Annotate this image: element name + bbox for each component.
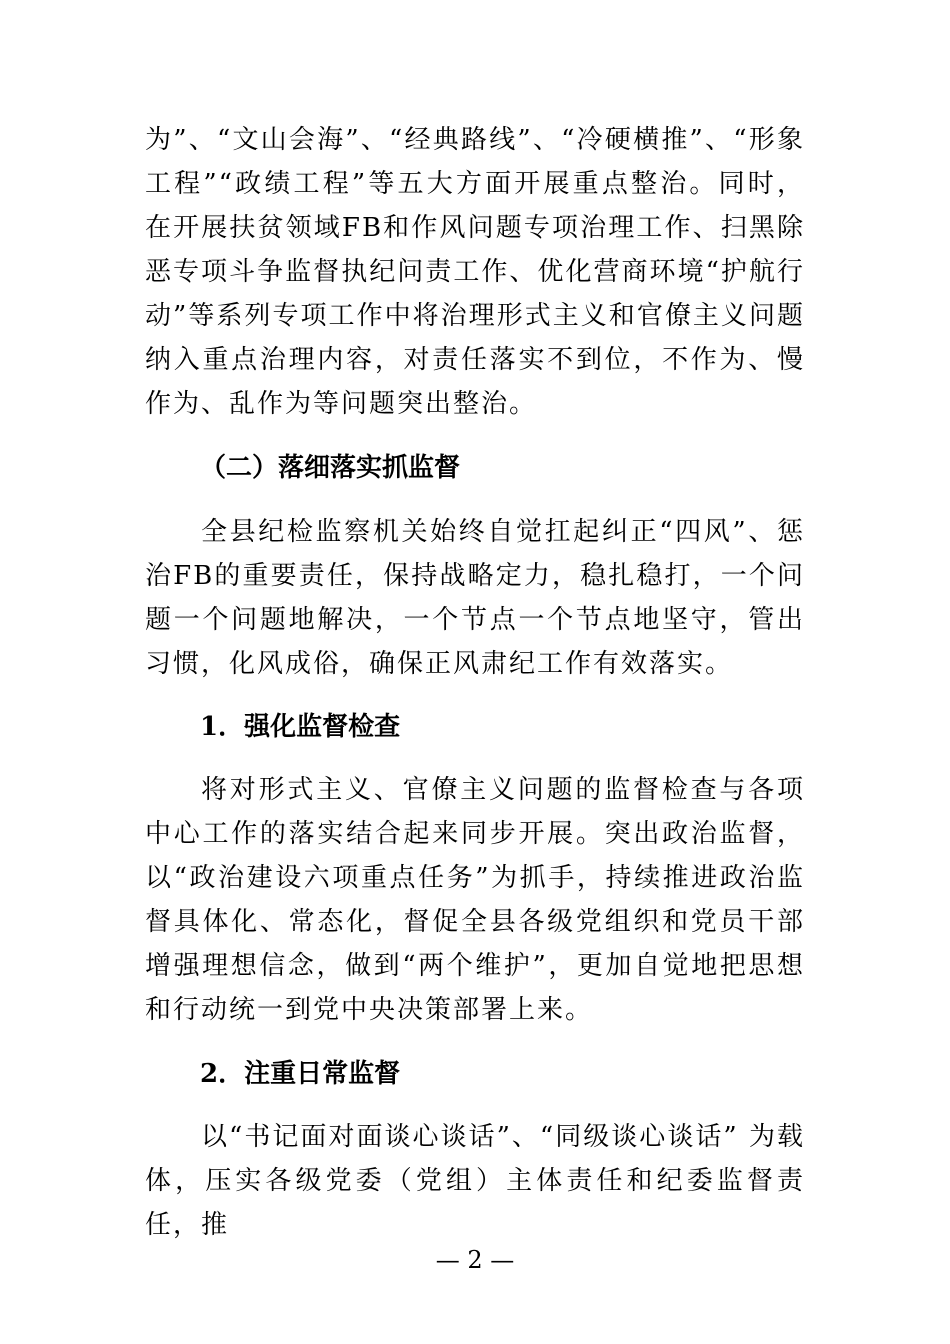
subsection-heading-2: 2．注重日常监督 xyxy=(200,1059,401,1089)
paragraph-supervision: 全县纪检监察机关始终自觉扛起纠正“四风”、惩治FB的重要责任，保持战略定力，稳扎稳打，一个问题一个问题地解决，一个节点一个节点地坚守，管出习惯，化风成俗，确保正风肃纪工作有效落实。 xyxy=(145,517,805,679)
paragraph-intro-continued: 为”、“文山会海”、“经典路线”、“冷硬横推”、“形象工程”“政绩工程”等五大方面开展重点整治。同时，在开展扶贫领域FB和作风问题专项治理工作、扫黑除恶专项斗争监督执纪问责工作、优化营商环境“护航行动”等系列专项工作中将治理形式主义和官僚主义问题纳入重点治理内容，对责任落实不到位，不作为、慢作为、乱作为等问题突出整治。 xyxy=(145,125,805,419)
paragraph-daily-supervision: 以“书记面对面谈心谈话”、“同级谈心谈话” 为载体，压实各级党委（党组）主体责任和纪委监督责任，推 xyxy=(145,1122,805,1240)
page-number: — 2 — xyxy=(435,1246,515,1274)
subsection-heading-1: 1．强化监督检查 xyxy=(200,712,401,742)
paragraph-inspection: 将对形式主义、官僚主义问题的监督检查与各项中心工作的落实结合起来同步开展。突出政治监督，以“政治建设六项重点任务”为抓手，持续推进政治监督具体化、常态化，督促全县各级党组织和党员干部增强理想信念，做到“两个维护”，更加自觉地把思想和行动统一到党中央决策部署上来。 xyxy=(145,775,805,1025)
section-heading-2: （二）落细落实抓监督 xyxy=(200,453,461,483)
